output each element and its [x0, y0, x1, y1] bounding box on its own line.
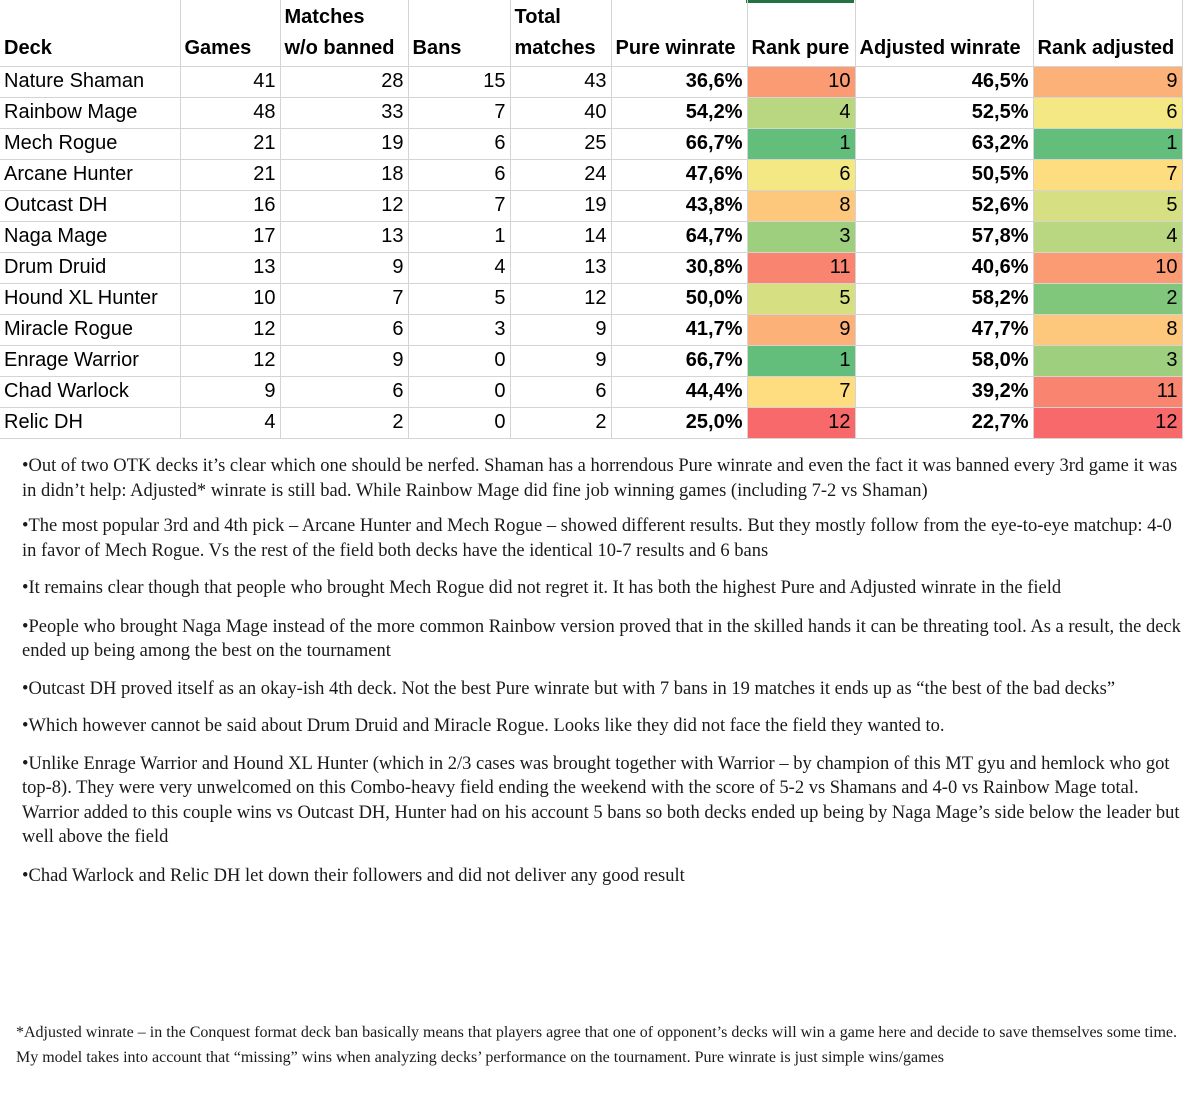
- cell-deck[interactable]: Nature Shaman: [0, 66, 180, 97]
- cell-deck[interactable]: Relic DH: [0, 407, 180, 438]
- cell-bans[interactable]: 7: [408, 97, 510, 128]
- cell-pure-winrate[interactable]: 41,7%: [611, 314, 747, 345]
- cell-bans[interactable]: 4: [408, 252, 510, 283]
- cell-matches-wo-banned[interactable]: 2: [280, 407, 408, 438]
- header-rank-pure[interactable]: Rank pure: [747, 0, 855, 66]
- cell-rank-adjusted[interactable]: 6: [1033, 97, 1182, 128]
- cell-rank-adjusted[interactable]: 10: [1033, 252, 1182, 283]
- cell-games[interactable]: 48: [180, 97, 280, 128]
- cell-matches-wo-banned[interactable]: 12: [280, 190, 408, 221]
- cell-games[interactable]: 9: [180, 376, 280, 407]
- table-row: [0, 407, 1182, 438]
- cell-pure-winrate[interactable]: 50,0%: [611, 283, 747, 314]
- cell-games[interactable]: 13: [180, 252, 280, 283]
- cell-rank-adjusted[interactable]: 5: [1033, 190, 1182, 221]
- header-rank-adjusted[interactable]: Rank adjusted: [1033, 0, 1182, 66]
- cell-deck[interactable]: Rainbow Mage: [0, 97, 180, 128]
- table-row: [0, 283, 1182, 314]
- cell-bans[interactable]: 1: [408, 221, 510, 252]
- cell-pure-winrate[interactable]: 66,7%: [611, 345, 747, 376]
- header-bans[interactable]: Bans: [408, 0, 510, 66]
- cell-rank-adjusted[interactable]: 9: [1033, 66, 1182, 97]
- cell-rank-adjusted[interactable]: 7: [1033, 159, 1182, 190]
- note-paragraph: •It remains clear though that people who brought Mech Rogue did not regret it. It has both the highest Pure and Adjusted winrate in the field: [22, 578, 1062, 598]
- note-paragraph: •Chad Warlock and Relic DH let down their followers and did not deliver any good result: [22, 865, 685, 886]
- table-row: [0, 345, 1182, 376]
- table-row: [0, 159, 1182, 190]
- table-row: [0, 128, 1182, 159]
- cell-total-matches[interactable]: 19: [510, 190, 611, 221]
- cell-adjusted-winrate[interactable]: 57,8%: [855, 221, 1033, 252]
- cell-matches-wo-banned[interactable]: 19: [280, 128, 408, 159]
- cell-bans[interactable]: 0: [408, 376, 510, 407]
- header-adjusted-winrate[interactable]: Adjusted winrate: [855, 0, 1033, 66]
- cell-rank-adjusted[interactable]: 4: [1033, 221, 1182, 252]
- cell-rank-adjusted[interactable]: 1: [1033, 128, 1182, 159]
- cell-pure-winrate[interactable]: 36,6%: [611, 66, 747, 97]
- cell-rank-adjusted[interactable]: 12: [1033, 407, 1182, 438]
- cell-rank-pure[interactable]: 9: [747, 314, 855, 345]
- cell-bans[interactable]: 0: [408, 407, 510, 438]
- cell-matches-wo-banned[interactable]: 6: [280, 376, 408, 407]
- deck-stats-table: [0, 0, 1183, 439]
- cell-adjusted-winrate[interactable]: 46,5%: [855, 66, 1033, 97]
- cell-total-matches[interactable]: 6: [510, 376, 611, 407]
- table-row: [0, 190, 1182, 221]
- note-paragraph: •Which however cannot be said about Drum Druid and Miracle Rogue. Looks like they did not face the field they wanted to.: [22, 716, 945, 736]
- cell-rank-pure[interactable]: 5: [747, 283, 855, 314]
- table-row: [0, 66, 1182, 97]
- cell-rank-pure[interactable]: 1: [747, 128, 855, 159]
- note-paragraph: •Unlike Enrage Warrior and Hound XL Hunter (which in 2/3 cases was brought together with Warrior – by champion of this MT gyu and hemlock who got top-8). They were very unwelcomed on this Combo-heavy field ending the weekend with the score of 5-2 vs Shamans and 4-0 vs Rainbow Mage total. Warrior added to this couple wins vs Outcast DH, Hunter had on his account 5 bans so both decks ended up being by Naga Mage’s side below the leader but well above the field: [22, 753, 1180, 847]
- cell-matches-wo-banned[interactable]: 13: [280, 221, 408, 252]
- note-paragraph: •People who brought Naga Mage instead of the more common Rainbow version proved that in the skilled hands it can be threating tool. As a result, the deck ended up being among the best on the tournament: [22, 616, 1181, 661]
- cell-total-matches[interactable]: 14: [510, 221, 611, 252]
- header-games[interactable]: Games: [180, 0, 280, 66]
- cell-matches-wo-banned[interactable]: 28: [280, 66, 408, 97]
- table-row: [0, 314, 1182, 345]
- header-row: [0, 0, 1182, 66]
- cell-rank-adjusted[interactable]: 8: [1033, 314, 1182, 345]
- cell-rank-pure[interactable]: 3: [747, 221, 855, 252]
- cell-bans[interactable]: 15: [408, 66, 510, 97]
- cell-rank-adjusted[interactable]: 3: [1033, 345, 1182, 376]
- note-paragraph: •Outcast DH proved itself as an okay-ish 4th deck. Not the best Pure winrate but with 7 bans in 19 matches it ends up as “the best of the bad decks”: [22, 678, 1116, 699]
- table-row: [0, 376, 1182, 407]
- cell-total-matches[interactable]: 25: [510, 128, 611, 159]
- cell-rank-adjusted[interactable]: 2: [1033, 283, 1182, 314]
- cell-total-matches[interactable]: 13: [510, 252, 611, 283]
- cell-matches-wo-banned[interactable]: 18: [280, 159, 408, 190]
- cell-games[interactable]: 21: [180, 128, 280, 159]
- header-matches-wo-banned[interactable]: Matches w/o banned: [280, 0, 408, 66]
- cell-deck[interactable]: Mech Rogue: [0, 128, 180, 159]
- cell-matches-wo-banned[interactable]: 9: [280, 252, 408, 283]
- cell-rank-pure[interactable]: 6: [747, 159, 855, 190]
- cell-rank-pure[interactable]: 7: [747, 376, 855, 407]
- cell-pure-winrate[interactable]: 43,8%: [611, 190, 747, 221]
- cell-matches-wo-banned[interactable]: 9: [280, 345, 408, 376]
- cell-bans[interactable]: 6: [408, 159, 510, 190]
- cell-bans[interactable]: 3: [408, 314, 510, 345]
- cell-games[interactable]: 4: [180, 407, 280, 438]
- footnote: *Adjusted winrate – in the Conquest format deck ban basically means that players agree that one of opponent’s decks will win a game here and decide to save themselves some time. My model takes into account that “missing” wins when analyzing decks’ performance on the tournament. Pure winrate is just simple wins/games: [16, 1024, 1177, 1066]
- cell-rank-pure[interactable]: 1: [747, 345, 855, 376]
- note-paragraph: •Out of two OTK decks it’s clear which one should be nerfed. Shaman has a horrendous Pure winrate and even the fact it was banned every 3rd game it was in didn’t help: Adjusted* winrate is still bad. While Rainbow Mage did fine job winning games (including 7-2 vs Shaman): [22, 456, 1178, 501]
- cell-deck[interactable]: Enrage Warrior: [0, 345, 180, 376]
- cell-total-matches[interactable]: 2: [510, 407, 611, 438]
- cell-matches-wo-banned[interactable]: 7: [280, 283, 408, 314]
- cell-total-matches[interactable]: 9: [510, 345, 611, 376]
- cell-pure-winrate[interactable]: 64,7%: [611, 221, 747, 252]
- cell-rank-adjusted[interactable]: 11: [1033, 376, 1182, 407]
- cell-games[interactable]: 12: [180, 314, 280, 345]
- cell-rank-pure[interactable]: 10: [747, 66, 855, 97]
- cell-bans[interactable]: 0: [408, 345, 510, 376]
- cell-bans[interactable]: 5: [408, 283, 510, 314]
- cell-rank-pure[interactable]: 12: [747, 407, 855, 438]
- cell-rank-pure[interactable]: 4: [747, 97, 855, 128]
- cell-games[interactable]: 41: [180, 66, 280, 97]
- cell-games[interactable]: 12: [180, 345, 280, 376]
- cell-adjusted-winrate[interactable]: 63,2%: [855, 128, 1033, 159]
- header-total-matches[interactable]: Total matches: [510, 0, 611, 66]
- cell-games[interactable]: 16: [180, 190, 280, 221]
- cell-deck[interactable]: Drum Druid: [0, 252, 180, 283]
- cell-total-matches[interactable]: 43: [510, 66, 611, 97]
- cell-bans[interactable]: 6: [408, 128, 510, 159]
- cell-deck[interactable]: Miracle Rogue: [0, 314, 180, 345]
- cell-deck[interactable]: Chad Warlock: [0, 376, 180, 407]
- cell-rank-pure[interactable]: 11: [747, 252, 855, 283]
- cell-deck[interactable]: Hound XL Hunter: [0, 283, 180, 314]
- cell-adjusted-winrate[interactable]: 39,2%: [855, 376, 1033, 407]
- cell-total-matches[interactable]: 9: [510, 314, 611, 345]
- cell-adjusted-winrate[interactable]: 22,7%: [855, 407, 1033, 438]
- cell-games[interactable]: 17: [180, 221, 280, 252]
- cell-pure-winrate[interactable]: 25,0%: [611, 407, 747, 438]
- cell-adjusted-winrate[interactable]: 52,6%: [855, 190, 1033, 221]
- analysis-notes: [22, 454, 1186, 888]
- cell-pure-winrate[interactable]: 66,7%: [611, 128, 747, 159]
- cell-deck[interactable]: Arcane Hunter: [0, 159, 180, 190]
- table-row: [0, 97, 1182, 128]
- cell-total-matches[interactable]: 24: [510, 159, 611, 190]
- header-pure-winrate[interactable]: Pure winrate: [611, 0, 747, 66]
- cell-adjusted-winrate[interactable]: 50,5%: [855, 159, 1033, 190]
- cell-deck[interactable]: Naga Mage: [0, 221, 180, 252]
- cell-matches-wo-banned[interactable]: 6: [280, 314, 408, 345]
- header-deck[interactable]: Deck: [0, 0, 180, 66]
- cell-adjusted-winrate[interactable]: 58,0%: [855, 345, 1033, 376]
- cell-rank-pure[interactable]: 8: [747, 190, 855, 221]
- cell-total-matches[interactable]: 12: [510, 283, 611, 314]
- cell-bans[interactable]: 7: [408, 190, 510, 221]
- cell-games[interactable]: 21: [180, 159, 280, 190]
- cell-pure-winrate[interactable]: 47,6%: [611, 159, 747, 190]
- cell-adjusted-winrate[interactable]: 40,6%: [855, 252, 1033, 283]
- cell-adjusted-winrate[interactable]: 52,5%: [855, 97, 1033, 128]
- table-row: [0, 221, 1182, 252]
- note-paragraph: •The most popular 3rd and 4th pick – Arcane Hunter and Mech Rogue – showed different results. But they mostly follow from the eye-to-eye matchup: 4-0 in favor of Mech Rogue. Vs the rest of the field both decks have the identical 10-7 results and 6 bans: [22, 516, 1172, 561]
- cell-pure-winrate[interactable]: 30,8%: [611, 252, 747, 283]
- cell-matches-wo-banned[interactable]: 33: [280, 97, 408, 128]
- cell-adjusted-winrate[interactable]: 47,7%: [855, 314, 1033, 345]
- cell-pure-winrate[interactable]: 54,2%: [611, 97, 747, 128]
- table-row: [0, 252, 1182, 283]
- cell-adjusted-winrate[interactable]: 58,2%: [855, 283, 1033, 314]
- cell-games[interactable]: 10: [180, 283, 280, 314]
- cell-deck[interactable]: Outcast DH: [0, 190, 180, 221]
- cell-total-matches[interactable]: 40: [510, 97, 611, 128]
- cell-pure-winrate[interactable]: 44,4%: [611, 376, 747, 407]
